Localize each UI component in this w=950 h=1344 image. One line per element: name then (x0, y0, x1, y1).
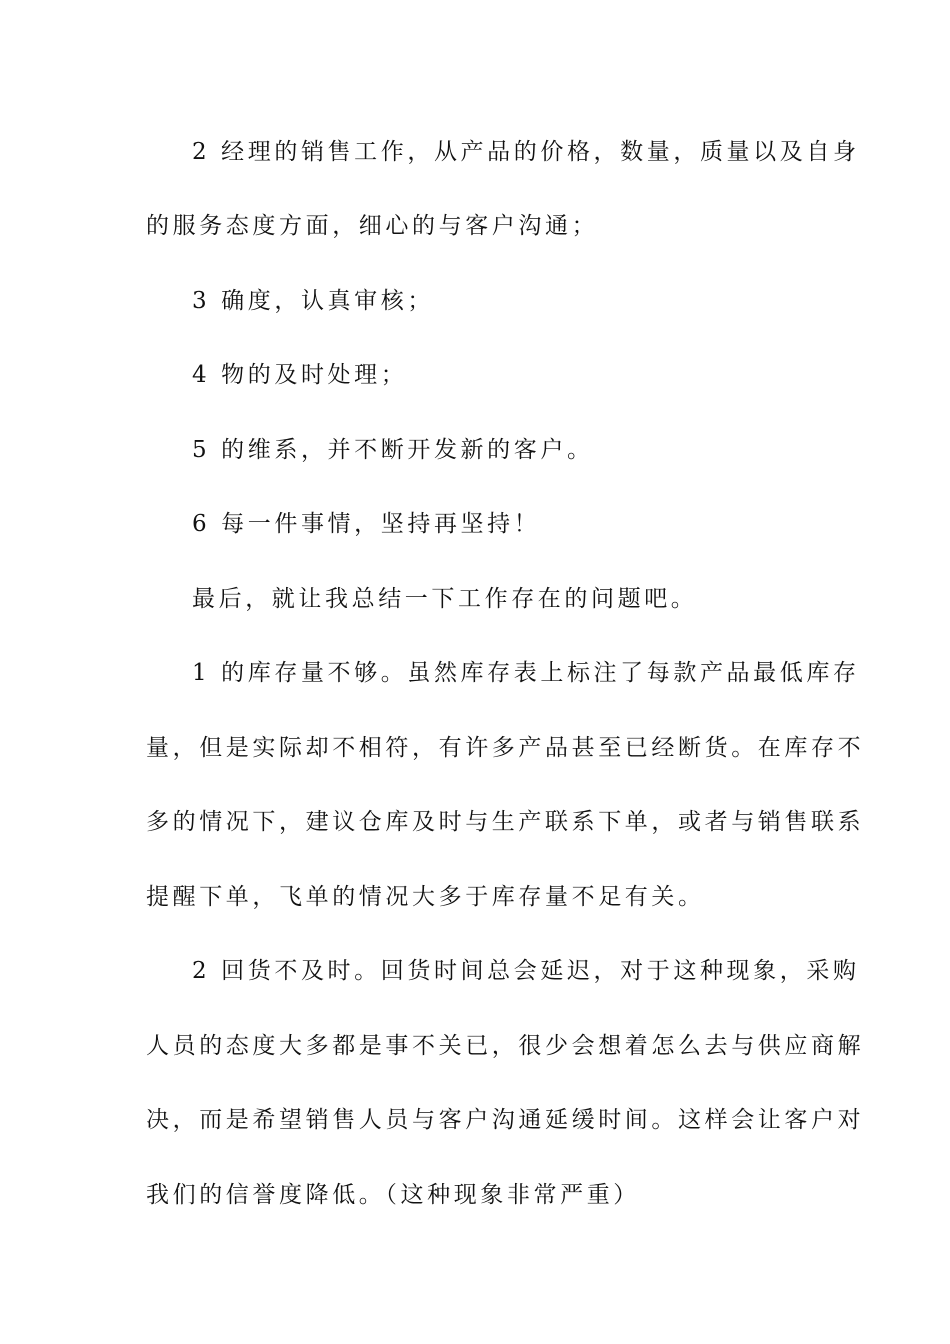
text-line: 我们的信誉度降低。（这种现象非常严重） (146, 1182, 640, 1208)
text-line: 决，而是希望销售人员与客户沟通延缓时间。这样会让客户对 (146, 1107, 865, 1133)
text-line: 最后，就让我总结一下工作存在的问题吧。 (192, 586, 698, 612)
text-line: 人员的态度大多都是事不关已，很少会想着怎么去与供应商解 (146, 1033, 865, 1059)
text-line: 多的情况下，建议仓库及时与生产联系下单，或者与销售联系 (146, 809, 865, 835)
text-line: 的服务态度方面，细心的与客户沟通； (146, 213, 599, 239)
text-line: 1 的库存量不够。虽然库存表上标注了每款产品最低库存 (192, 660, 860, 686)
text-line: 5 的维系，并不断开发新的客户。 (192, 437, 594, 463)
text-line: 提醒下单，飞单的情况大多于库存量不足有关。 (146, 884, 705, 910)
text-line: 4 物的及时处理； (192, 362, 408, 388)
text-line: 量，但是实际却不相符，有许多产品甚至已经断货。在库存不 (146, 735, 865, 761)
text-line: 3 确度，认真审核； (192, 288, 434, 314)
text-line: 2 经理的销售工作，从产品的价格，数量，质量以及自身 (192, 139, 860, 165)
text-line: 6 每一件事情，坚持再坚持！ (192, 511, 541, 537)
text-line: 2 回货不及时。回货时间总会延迟，对于这种现象，采购 (192, 958, 860, 984)
